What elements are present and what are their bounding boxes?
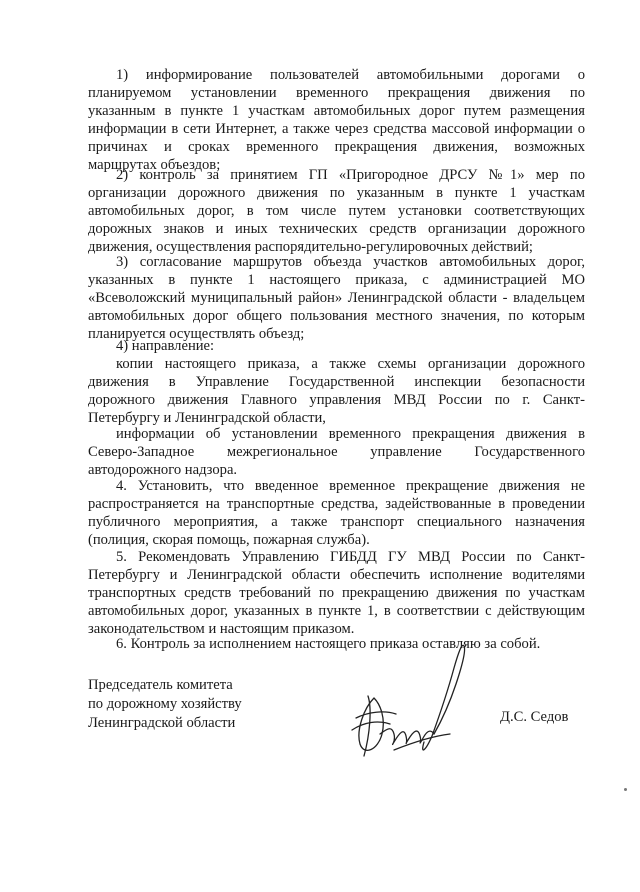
text-line: Петербургу и Ленинградской области обеспечить исполнение водителями	[88, 567, 585, 583]
text-line: автомобильных дорог общего пользования местного значения, по которым	[88, 308, 585, 324]
text-line: указанных в пункте 1 настоящего приказа, с администрацией МО	[88, 272, 585, 288]
text-line: движения в Управление Государственной инспекции безопасности	[88, 374, 585, 390]
text-line: дорожного движения Главного управления МВД России по г. Санкт-	[88, 392, 585, 408]
text-line: информации об установлении временного прекращения движения в	[116, 426, 585, 442]
text-line: 3) согласование маршрутов объезда участков автомобильных дорог,	[116, 254, 585, 270]
text-line: 4) направление:	[116, 338, 215, 354]
text-line: 1) информирование пользователей автомобильными дорогами о	[116, 67, 585, 83]
text-line: (полиция, скорая помощь, пожарная служба).	[88, 532, 370, 548]
text-line: планируемом установлении временного прекращения движения по	[88, 85, 585, 101]
text-line: движения, осуществления распорядительно-регулировочных действий;	[88, 239, 533, 255]
position-line: Председатель комитета	[88, 677, 233, 693]
text-line: 4. Установить, что введенное временное прекращение движения не	[116, 478, 585, 494]
signatory-position	[88, 676, 242, 733]
text-line: автомобильных дорог, в том числе путем установки соответствующих	[88, 203, 585, 219]
text-line: дорожных знаков и иных технических средств организации дорожного	[88, 221, 585, 237]
handwritten-signature	[334, 638, 484, 768]
text-line: указанным в пункте 1 участкам автомобильных дорог путем размещения	[88, 103, 585, 119]
text-line: автодорожного надзора.	[88, 462, 238, 478]
text-line: автомобильных дорог, указанных в пункте 1, в соответствии с действующим	[88, 603, 585, 619]
text-line: Северо-Западное межрегиональное управление Государственного	[88, 444, 585, 460]
text-line: причинах и сроках временного прекращения движения, возможных	[88, 139, 585, 155]
text-line: 5. Рекомендовать Управлению ГИБДД ГУ МВД России по Санкт-	[116, 549, 585, 565]
text-line: 2) контроль за принятием ГП «Пригородное ДРСУ №1» мер по	[116, 167, 585, 183]
position-line: Ленинградской области	[88, 715, 236, 731]
text-line: Петербургу и Ленинградской области,	[88, 410, 326, 426]
signatory-name: Д.С. Седов	[500, 709, 569, 725]
text-line: копии настоящего приказа, а также схемы организации дорожного	[116, 356, 585, 372]
text-line: транспортных средств требований по прекращению движения по участкам	[88, 585, 585, 601]
text-line: организации дорожного движения по указанным в пункте 1 участкам	[88, 185, 585, 201]
text-line: публичного мероприятия, а также транспорт специального назначения	[88, 514, 585, 530]
text-line: маршрутах объездов;	[88, 157, 221, 173]
text-line: «Всеволожский муниципальный район» Ленинградской области - владельцем	[88, 290, 585, 306]
text-line: 6. Контроль за исполнением настоящего приказа оставляю за собой.	[116, 636, 541, 652]
position-line: по дорожному хозяйству	[88, 696, 242, 712]
text-line: информации в сети Интернет, а также через средства массовой информации о	[88, 121, 585, 137]
scan-artifact	[624, 788, 627, 791]
text-line: законодательством и настоящим приказом.	[88, 621, 355, 637]
text-line: распространяется на транспортные средства, задействованные в проведении	[88, 496, 585, 512]
text-line: планируется осуществлять объезд;	[88, 326, 305, 342]
